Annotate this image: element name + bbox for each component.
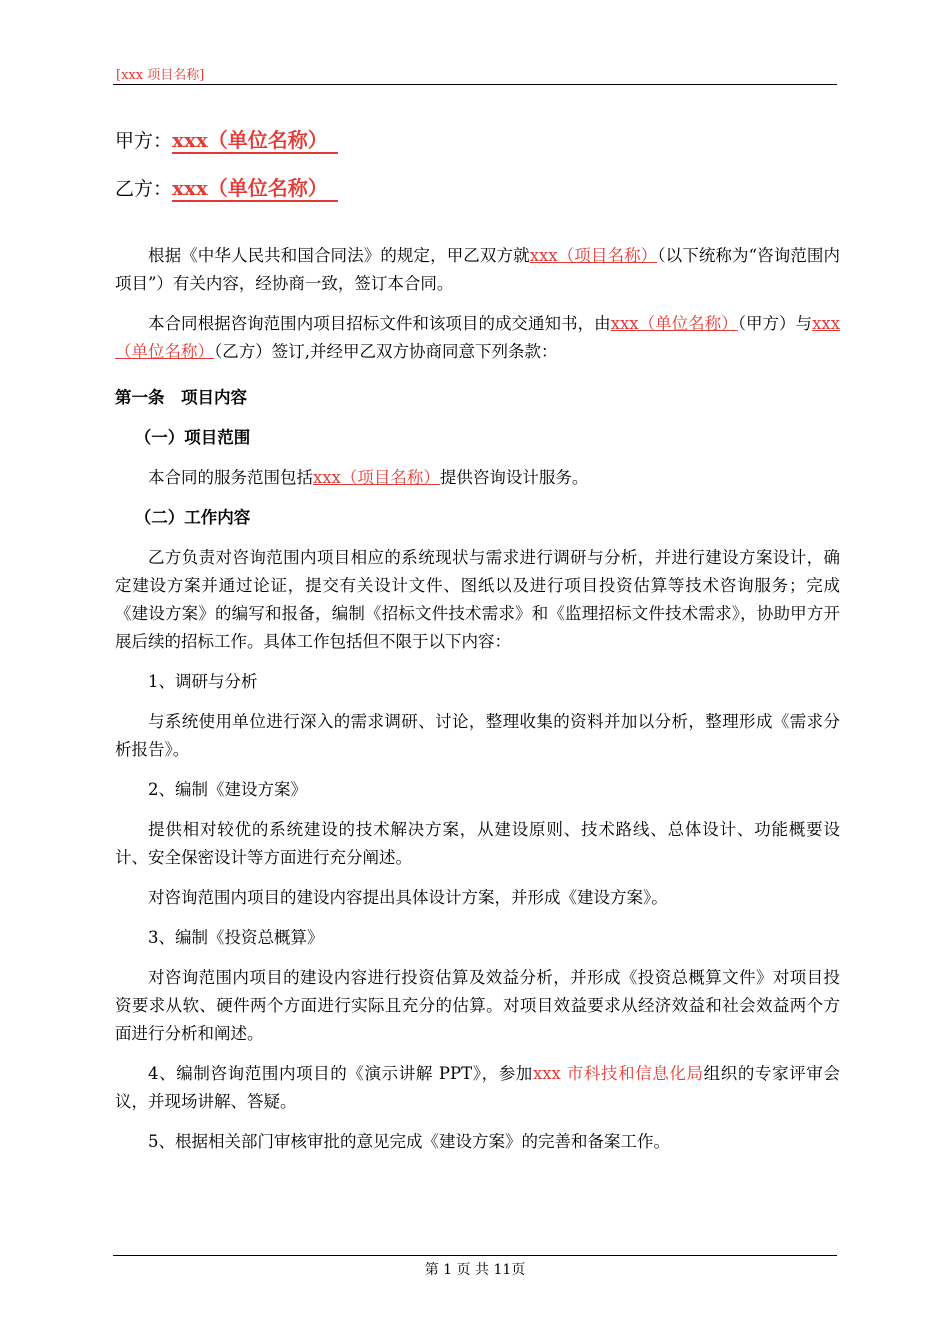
item-3-title: 3、编制《投资总概算》 (148, 928, 324, 947)
item-2-title: 2、编制《建设方案》 (148, 780, 307, 799)
project-name-placeholder: xxx（项目名称） (313, 468, 440, 487)
header-project-name: [xxx 项目名称] (116, 68, 205, 83)
item-2-text-1: 提供相对较优的系统建设的技术解决方案，从建设原则、技术路线、总体设计、功能概要设计、安全保密设计等方面进行充分阐述。 (115, 820, 840, 867)
party-b-label: 乙方： (115, 178, 173, 200)
section-work-text: 乙方负责对咨询范围内项目相应的系统现状与需求进行调研与分析，并进行建设方案设计，确定建设方案并通过论证，提交有关设计文件、图纸以及进行项目投资估算等技术咨询服务；完成《建设方案》的编写和报备，编制《招标文件技术需求》和《监理招标文件技术需求》，协助甲方开展后续的招标工作。具体工作包括但不限于以下内容： (115, 548, 840, 651)
section-scope-title: （一）项目范围 (134, 428, 251, 447)
bureau-placeholder: xxx 市科技和信息化局 (532, 1064, 704, 1083)
party-a-label: 甲方： (115, 130, 173, 152)
party-b-name: xxx（单位名称） (172, 176, 338, 202)
page-number: 第 1 页 共 11页 (424, 1262, 526, 1278)
intro-paragraph-1: 根据《中华人民共和国合同法》的规定，甲乙双方就xxx（项目名称）（以下统称为“咨询范围内项目”）有关内容，经协商一致，签订本合同。 (115, 246, 841, 293)
section-work-title: （二）工作内容 (134, 508, 251, 527)
contract-body (115, 242, 840, 1156)
project-name-placeholder: xxx（项目名称） (529, 246, 658, 265)
party-b-placeholder: xxx（单位名称） (115, 314, 841, 361)
item-1-title: 1、调研与分析 (148, 672, 258, 691)
article-1-title: 第一条 项目内容 (115, 388, 247, 407)
item-5-text: 5、根据相关部门审核审批的意见完成《建设方案》的完善和备案工作。 (148, 1132, 670, 1151)
header-divider (113, 84, 837, 85)
party-a-placeholder: xxx（单位名称） (610, 314, 738, 333)
party-a (115, 124, 338, 153)
footer-divider (113, 1255, 837, 1256)
item-2-text-2: 对咨询范围内项目的建设内容提出具体设计方案，并形成《建设方案》。 (148, 888, 668, 907)
item-4-text: 4、编制咨询范围内项目的《演示讲解 PPT》，参加xxx 市科技和信息化局组织的专家评审会议，并现场讲解、答疑。 (115, 1064, 841, 1111)
intro-paragraph-2: 本合同根据咨询范围内项目招标文件和该项目的成交通知书，由xxx（单位名称）（甲方）与xxx（单位名称）（乙方）签订,并经甲乙双方协商同意下列条款： (115, 314, 841, 361)
item-1-text: 与系统使用单位进行深入的需求调研、讨论，整理收集的资料并加以分析，整理形成《需求分析报告》。 (115, 712, 840, 759)
section-scope-text: 本合同的服务范围包括xxx（项目名称）提供咨询设计服务。 (148, 468, 589, 487)
item-3-text: 对咨询范围内项目的建设内容进行投资估算及效益分析，并形成《投资总概算文件》对项目投资要求从软、硬件两个方面进行实际且充分的估算。对项目效益要求从经济效益和社会效益两个方面进行分析和阐述。 (115, 968, 840, 1043)
party-a-name: xxx（单位名称） (172, 128, 338, 154)
party-b (115, 172, 338, 201)
